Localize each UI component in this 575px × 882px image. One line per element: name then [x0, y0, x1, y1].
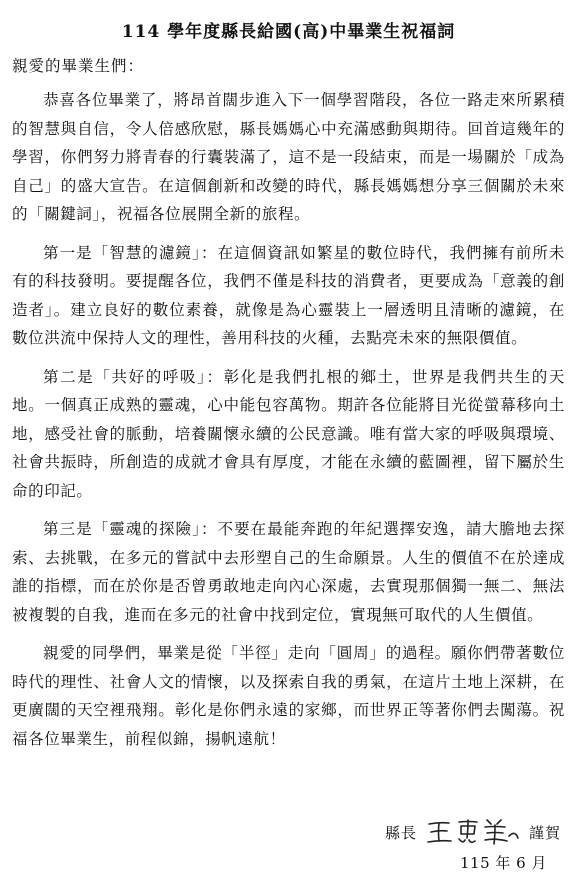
paragraph-farewell: 親愛的同學們，畢業是從「半徑」走向「圓周」的過程。願你們帶著數位時代的理性、社會人文的情懷，以及探索自我的勇氣，在這片土地上深耕，在更廣闊的天空裡飛翔。彰化是你們永遠的家鄉，而世界正等著你們去闖蕩。祝福各位畢業生，前程似錦，揚帆遠航！	[12, 644, 565, 748]
paragraph-keyword-2: 第二是「共好的呼吸」：彰化是我們扎根的鄉土，世界是我們共生的天地。一個真正成熟的靈魂，心中能包容萬物。期許各位能將目光從螢幕移向土地，感受社會的脈動，培養關懷永續的公民意識。唯有當大家的呼吸與環境、社會共振時，所創造的成就才會具有厚度，才能在永續的藍圖裡，留下屬於生命的印記。	[12, 367, 565, 500]
closing-respect: 謹賀	[528, 823, 561, 842]
paragraph-keyword-3: 第三是「靈魂的探險」：不要在最能奔跑的年紀選擇安逸，請大膽地去探索、去挑戰，在多元的嘗試中去形塑自己的生命願景。人生的價值不在於達成誰的指標，而在於你是否曾勇敢地走向內心深處，去實現那個獨一無二、無法被複製的自我，進而在多元的社會中找到定位，實現無可取代的人生價值。	[12, 520, 565, 624]
paragraph-congratulations: 恭喜各位畢業了，將昂首闊步進入下一個學習階段，各位一路走來所累積的智慧與自信，令人倍感欣慰，縣長媽媽心中充滿感動與期待。回首這幾年的學習，你們努力將青春的行囊裝滿了，這不是一段結束，而是一場關於「成為自己」的盛大宣告。在這個創新和改變的時代，縣長媽媽想分享三個關於未來的「關鍵詞」，祝福各位展開全新的旅程。	[12, 91, 565, 223]
salutation: 親愛的畢業生們：	[12, 57, 145, 75]
signer-title: 縣長	[384, 823, 417, 842]
signature-line	[385, 816, 561, 848]
letter-date: 115 年 6 月	[460, 854, 547, 872]
handwritten-signature	[425, 816, 521, 848]
paragraph-keyword-1: 第一是「智慧的濾鏡」：在這個資訊如繁星的數位時代，我們擁有前所未有的科技發明。要提醒各位，我們不僅是科技的消費者，更要成為「意義的創造者」。建立良好的數位素養，就像是為心靈裝上一層透明且清晰的濾鏡，在數位洪流中保持人文的理性，善用科技的火種，去點亮未來的無限價值。	[12, 243, 565, 347]
document-title: 114 學年度縣長給國(高)中畢業生祝福詞	[121, 22, 456, 42]
closing-block	[341, 816, 561, 876]
